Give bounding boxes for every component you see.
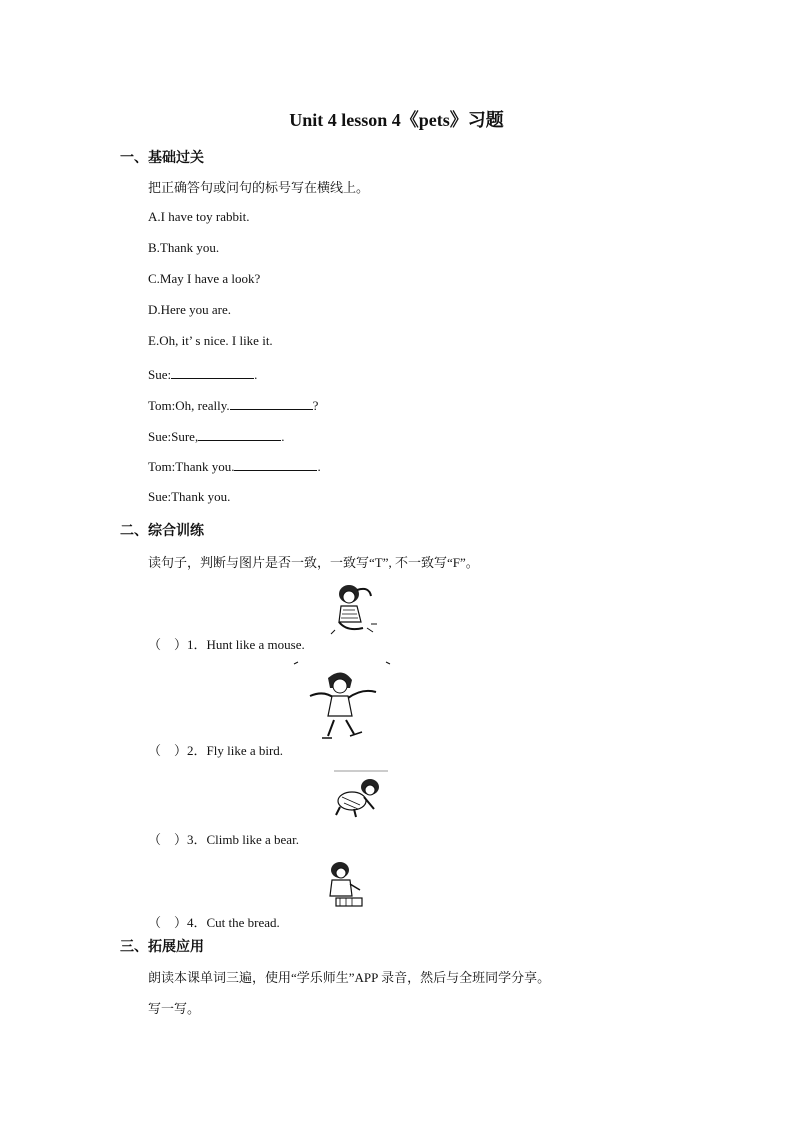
section-2-heading: 二、综合训练 (120, 524, 204, 539)
girl-crawling-icon (330, 767, 392, 819)
dialogue-line-1-prefix: Sue: (148, 367, 172, 382)
girl-kneeling-icon (327, 580, 387, 638)
judge-item-2 (148, 740, 283, 759)
dialogue-line-4-suffix: . (317, 459, 321, 474)
judge-item-2-text: 2．Fly like a bird. (187, 743, 284, 758)
dialogue-line-4 (148, 458, 321, 475)
section-3-line-2: 写一写。 (148, 1001, 201, 1016)
section-1-heading: 一、基础过关 (120, 151, 204, 166)
option-c: C.May I have a look? (148, 271, 261, 286)
dialogue-line-4-prefix: Tom:Thank you. (148, 459, 235, 474)
answer-blank-3[interactable] (198, 428, 281, 441)
section-1-instruction: 把正确答句或问句的标号写在横线上。 (148, 180, 370, 195)
dialogue-line-2-prefix: Tom:Oh, really. (148, 398, 230, 413)
judge-item-4-text: 4．Cut the bread. (187, 915, 280, 930)
answer-blank-1[interactable] (171, 366, 254, 379)
section-3-heading: 三、拓展应用 (120, 940, 204, 955)
dialogue-line-3 (148, 428, 284, 445)
section-3-line-1: 朗读本课单词三遍，使用“学乐师生”APP 录音，然后与全班同学分享。 (148, 970, 551, 985)
judge-item-2-paren[interactable]: （ ） (148, 743, 188, 758)
section-2-instruction: 读句子，判断与图片是否一致，一致写“T”, 不一致写“F”。 (148, 555, 479, 570)
dialogue-line-2 (148, 397, 318, 414)
dialogue-line-2-suffix: ? (312, 398, 319, 413)
dialogue-line-3-suffix: . (281, 429, 285, 444)
page-title: Unit 4 lesson 4《pets》习题 (289, 110, 504, 130)
girl-arms-out-icon (292, 660, 392, 742)
judge-item-3-text: 3．Climb like a bear. (187, 832, 299, 847)
girl-cutting-bread-icon (322, 860, 366, 910)
judge-item-3-paren[interactable]: （ ） (148, 832, 188, 847)
dialogue-line-1 (148, 366, 257, 383)
judge-item-3 (148, 829, 299, 848)
dialogue-line-1-suffix: . (254, 367, 258, 382)
dialogue-line-3-prefix: Sue:Sure, (148, 429, 199, 444)
judge-item-1-text: 1．Hunt like a mouse. (187, 637, 305, 652)
option-a: A.I have toy rabbit. (148, 209, 250, 224)
answer-blank-2[interactable] (230, 397, 313, 410)
judge-item-1 (148, 634, 305, 653)
judge-item-4-paren[interactable]: （ ） (148, 915, 188, 930)
dialogue-line-5: Sue:Thank you. (148, 489, 231, 504)
option-d: D.Here you are. (148, 302, 232, 317)
judge-item-1-paren[interactable]: （ ） (148, 637, 188, 652)
judge-item-4 (148, 912, 280, 931)
option-b: B.Thank you. (148, 240, 220, 255)
option-e: E.Oh, it’ s nice. I like it. (148, 333, 273, 348)
answer-blank-4[interactable] (234, 458, 317, 471)
